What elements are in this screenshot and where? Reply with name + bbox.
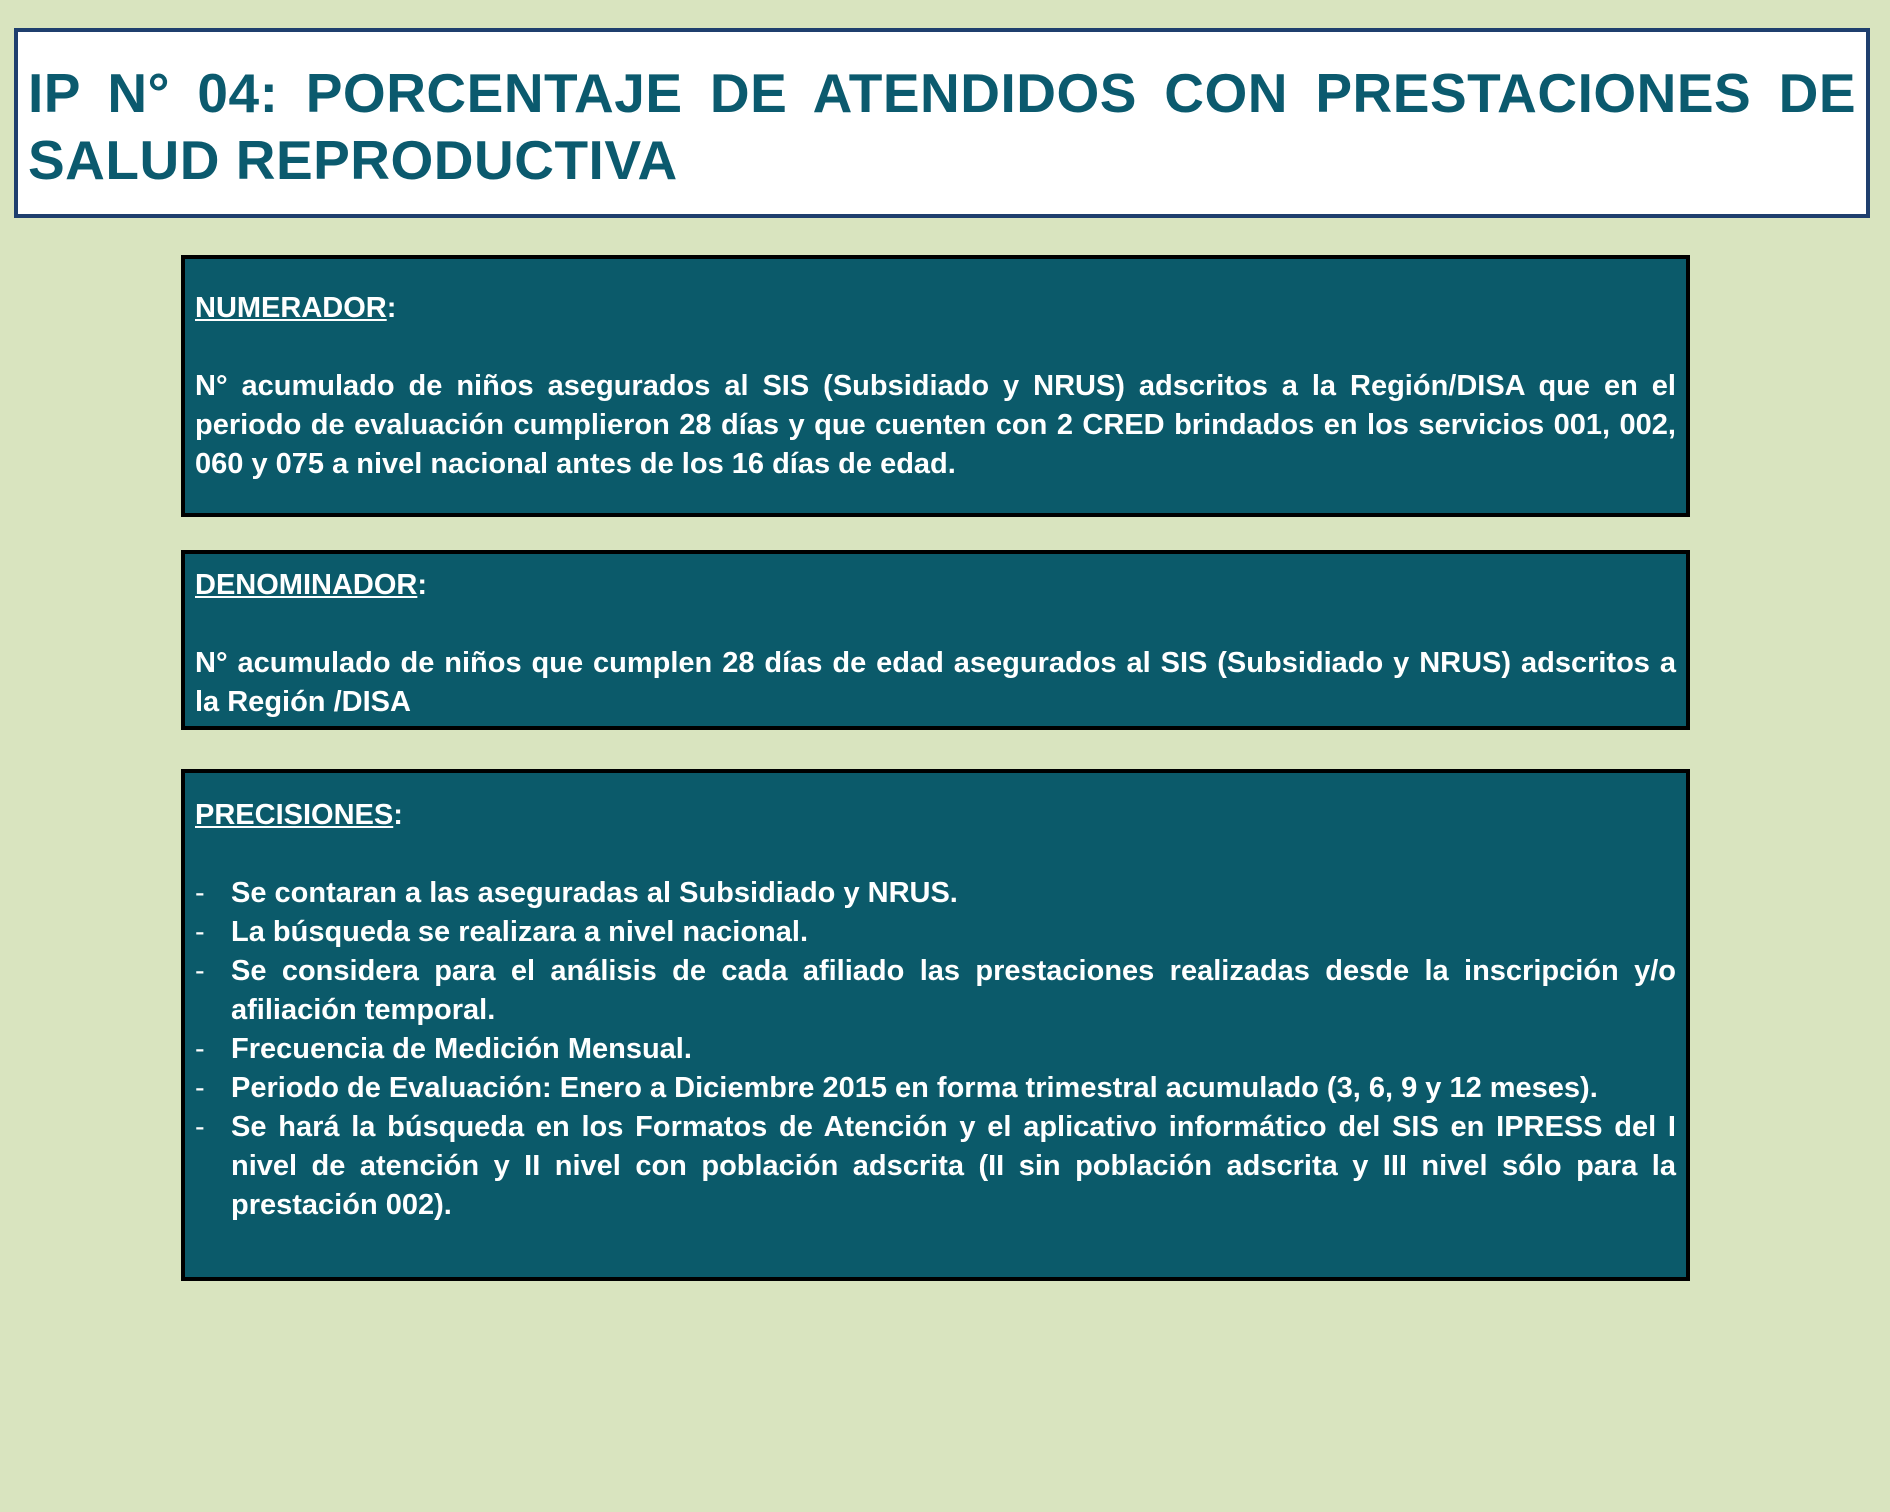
denominador-heading-row: [195, 566, 1676, 605]
bullet-dash: -: [195, 955, 205, 987]
precisiones-heading-row: [195, 796, 1676, 835]
precisiones-list: [195, 874, 1676, 1225]
list-item: [195, 874, 1676, 913]
bullet-dash: -: [195, 1033, 205, 1065]
numerador-panel: [181, 255, 1690, 517]
title-box: [14, 28, 1870, 218]
bullet-dash: -: [195, 877, 205, 909]
page-title: IP N° 04: PORCENTAJE DE ATENDIDOS CON PRESTACIONES DE SALUD REPRODUCTIVA: [28, 62, 1856, 191]
list-item-text: Periodo de Evaluación: Enero a Diciembre 2015 en forma trimestral acumulado (3, 6, 9 y 12 meses).: [231, 1072, 1598, 1104]
numerador-heading: NUMERADOR: [195, 292, 387, 324]
denominador-heading: DENOMINADOR: [195, 569, 418, 601]
denominador-panel: [181, 550, 1690, 730]
list-item-text: Se considera para el análisis de cada afiliado las prestaciones realizadas desde la inscripción y/o afiliación temporal.: [231, 955, 1676, 1026]
list-item: [195, 952, 1676, 1030]
list-item: [195, 1069, 1676, 1108]
denominador-heading-colon: :: [417, 569, 428, 601]
list-item-text: Se hará la búsqueda en los Formatos de Atención y el aplicativo informático del SIS en IPRESS del I nivel de atención y II nivel con población adscrita (II sin población adscrita y III nivel sólo para la prestación 002).: [231, 1111, 1676, 1221]
list-item-text: Se contaran a las aseguradas al Subsidiado y NRUS.: [231, 877, 958, 909]
list-item: [195, 1030, 1676, 1069]
list-item-text: La búsqueda se realizara a nivel nacional.: [231, 916, 809, 948]
bullet-dash: -: [195, 1111, 205, 1143]
precisiones-heading: PRECISIONES: [195, 799, 394, 831]
denominador-text: N° acumulado de niños que cumplen 28 días de edad asegurados al SIS (Subsidiado y NRUS) adscritos a la Región /DISA: [195, 647, 1676, 718]
numerador-text: N° acumulado de niños asegurados al SIS (Subsidiado y NRUS) adscritos a la Región/DISA que en el periodo de evaluación cumplieron 28 días y que cuenten con 2 CRED brindados en los servicios 001, 002, 060 y 075 a nivel nacional antes de los 16 días de edad.: [195, 370, 1676, 480]
precisiones-heading-colon: :: [393, 799, 403, 831]
numerador-heading-row: [195, 289, 1676, 328]
list-item-text: Frecuencia de Medición Mensual.: [231, 1033, 692, 1065]
precisiones-panel: [181, 769, 1690, 1281]
bullet-dash: -: [195, 1072, 205, 1104]
bullet-dash: -: [195, 916, 205, 948]
list-item: [195, 1108, 1676, 1225]
numerador-heading-colon: :: [386, 292, 397, 324]
list-item: [195, 913, 1676, 952]
